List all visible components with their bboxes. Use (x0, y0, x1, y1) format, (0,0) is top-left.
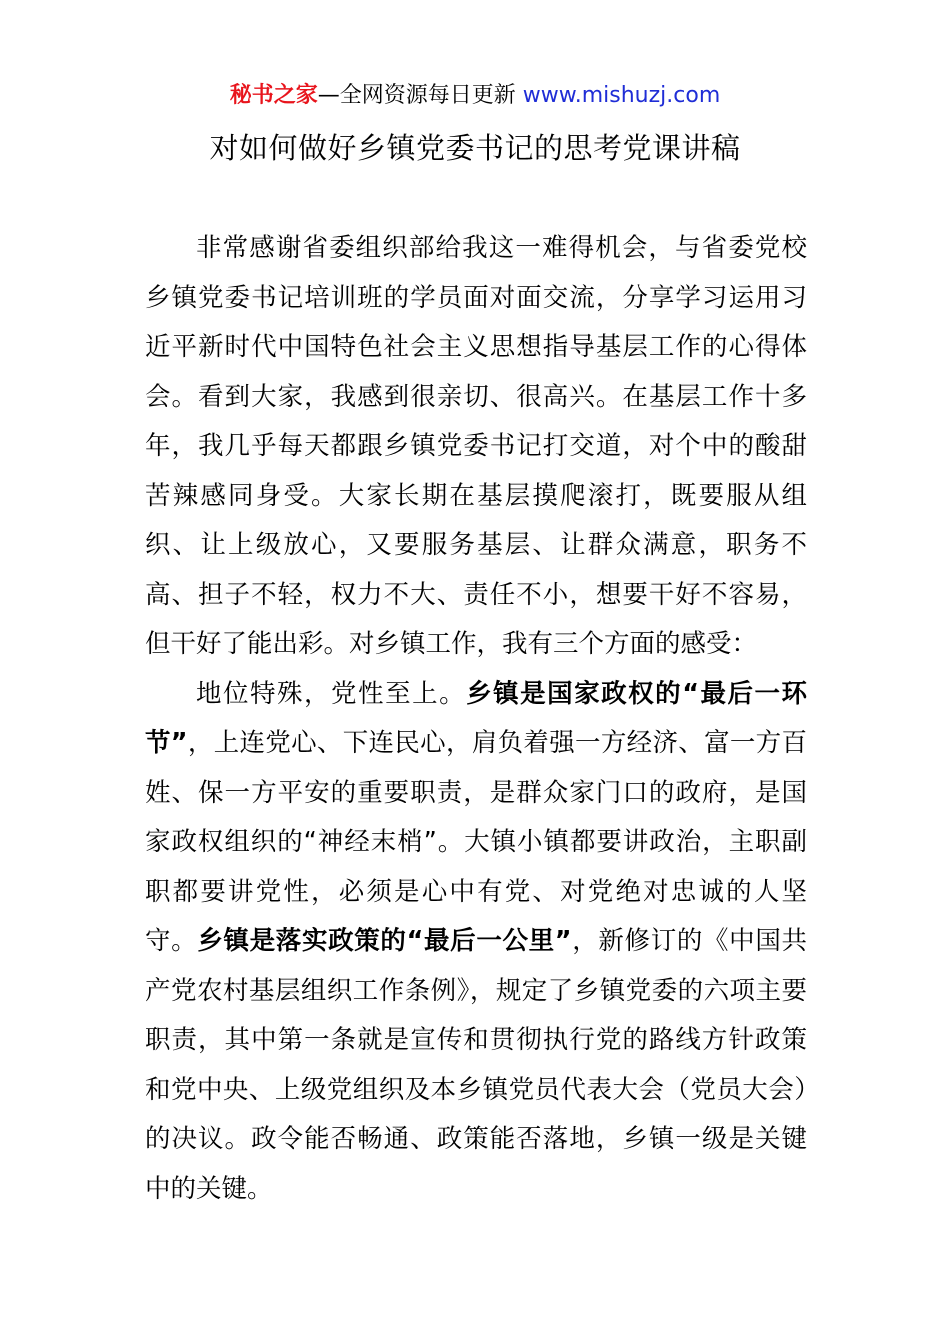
site-header (0, 80, 950, 112)
site-tagline: —全网资源每日更新 (317, 83, 516, 108)
document-title: 对如何做好乡镇党委书记的思考党课讲稿 (209, 131, 741, 165)
brand-name: 秘书之家 (229, 83, 318, 108)
paragraph-text: ，新修订的《中国共产党农村基层组织工作条例》，规定了乡镇党委的六项主要职责，其中第一条就是宣传和贯彻执行党的路线方针政策和党中央、上级党组织及本乡镇党员代表大会（党员大会）的决议。政令能否畅通、政策能否落地，乡镇一级是关键中的关键。 (145, 926, 807, 1204)
paragraph-lead: 地位特殊，党性至上。 (196, 678, 467, 709)
bold-phrase-last-link: 乡镇是国家政权的“最后一环节” (145, 678, 807, 758)
paragraph-text: ，上连党心、下连民心，肩负着强一方经济、富一方百姓、保一方平安的重要职责，是群众家门口的政府，是国家政权组织的“神经末梢”。大镇小镇都要讲政治，主职副职都要讲党性，必须是心中有党、对党绝对忠诚的人坚守。 (145, 728, 807, 956)
bold-phrase-last-mile: 乡镇是落实政策的“最后一公里” (197, 926, 572, 956)
paragraph-status (145, 670, 807, 1215)
document-body (145, 224, 807, 1214)
paragraph-intro: 非常感谢省委组织部给我这一难得机会，与省委党校乡镇党委书记培训班的学员面对面交流，分享学习运用习近平新时代中国特色社会主义思想指导基层工作的心得体会。看到大家，我感到很亲切、很高兴。在基层工作十多年，我几乎每天都跟乡镇党委书记打交道，对个中的酸甜苦辣感同身受。大家长期在基层摸爬滚打，既要服从组织、让上级放心，又要服务基层、让群众满意，职务不高、担子不轻，权力不大、责任不小，想要干好不容易，但干好了能出彩。对乡镇工作，我有三个方面的感受： (145, 233, 807, 659)
site-url-link[interactable]: www.mishuzj.com (522, 83, 721, 108)
